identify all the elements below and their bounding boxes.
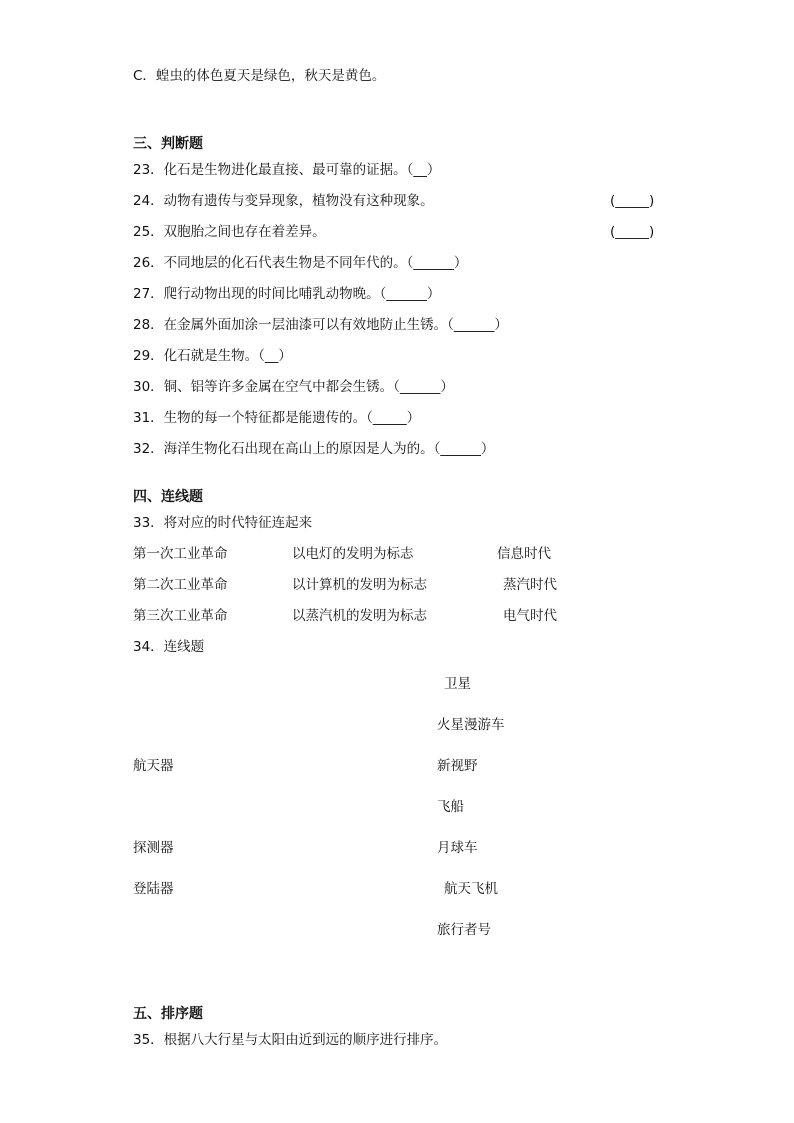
- question-27: 27．爬行动物出现的时间比哺乳动物晚。（______）: [133, 286, 441, 302]
- question-31: 31．生物的每一个特征都是能遗传的。（_____）: [133, 410, 421, 426]
- section4-heading: 四、连线题: [133, 489, 203, 505]
- right-item-new-horizons: 新视野: [437, 758, 478, 774]
- left-item-spacecraft: 航天器: [133, 758, 174, 774]
- right-item-spaceship: 飞船: [437, 799, 464, 815]
- era-2: 蒸汽时代: [503, 577, 557, 593]
- blank-24: (_____): [610, 193, 655, 209]
- question-26: 26．不同地层的化石代表生物是不同年代的。（______）: [133, 255, 468, 271]
- right-item-mars-rover: 火星漫游车: [437, 717, 505, 733]
- question-25: 25．双胞胎之间也存在着差异。: [133, 224, 326, 240]
- question-23: 23．化石是生物进化最直接、最可靠的证据。（__）: [133, 162, 441, 178]
- left-item-probe: 探测器: [133, 840, 174, 856]
- question-24: 24．动物有遗传与变异现象，植物没有这种现象。: [133, 193, 434, 209]
- right-item-satellite: 卫星: [444, 676, 471, 692]
- question-30: 30．铜、铝等许多金属在空气中都会生锈。（______）: [133, 379, 454, 395]
- option-c: C．蝗虫的体色夏天是绿色，秋天是黄色。: [133, 68, 386, 84]
- section5-heading: 五、排序题: [133, 1006, 203, 1022]
- revolution-3: 第三次工业革命: [133, 608, 228, 624]
- question-34: 34．连线题: [133, 639, 205, 655]
- question-35: 35．根据八大行星与太阳由近到远的顺序进行排序。: [133, 1032, 448, 1048]
- revolution-1: 第一次工业革命: [133, 546, 228, 562]
- right-item-lunar-rover: 月球车: [437, 840, 478, 856]
- left-item-lander: 登陆器: [133, 881, 174, 897]
- right-item-voyager: 旅行者号: [437, 922, 491, 938]
- era-1: 信息时代: [497, 546, 551, 562]
- question-32: 32．海洋生物化石出现在高山上的原因是人为的。（______）: [133, 441, 495, 457]
- right-item-space-shuttle: 航天飞机: [444, 881, 498, 897]
- question-29: 29．化石就是生物。（__）: [133, 348, 292, 364]
- section3-heading: 三、判断题: [133, 136, 203, 152]
- invention-2: 以计算机的发明为标志: [292, 577, 427, 593]
- invention-1: 以电灯的发明为标志: [292, 546, 414, 562]
- revolution-2: 第二次工业革命: [133, 577, 228, 593]
- invention-3: 以蒸汽机的发明为标志: [292, 608, 427, 624]
- question-28: 28．在金属外面加涂一层油漆可以有效地防止生锈。（______）: [133, 317, 508, 333]
- era-3: 电气时代: [503, 608, 557, 624]
- question-33: 33．将对应的时代特征连起来: [133, 515, 313, 531]
- blank-25: (_____): [610, 224, 655, 240]
